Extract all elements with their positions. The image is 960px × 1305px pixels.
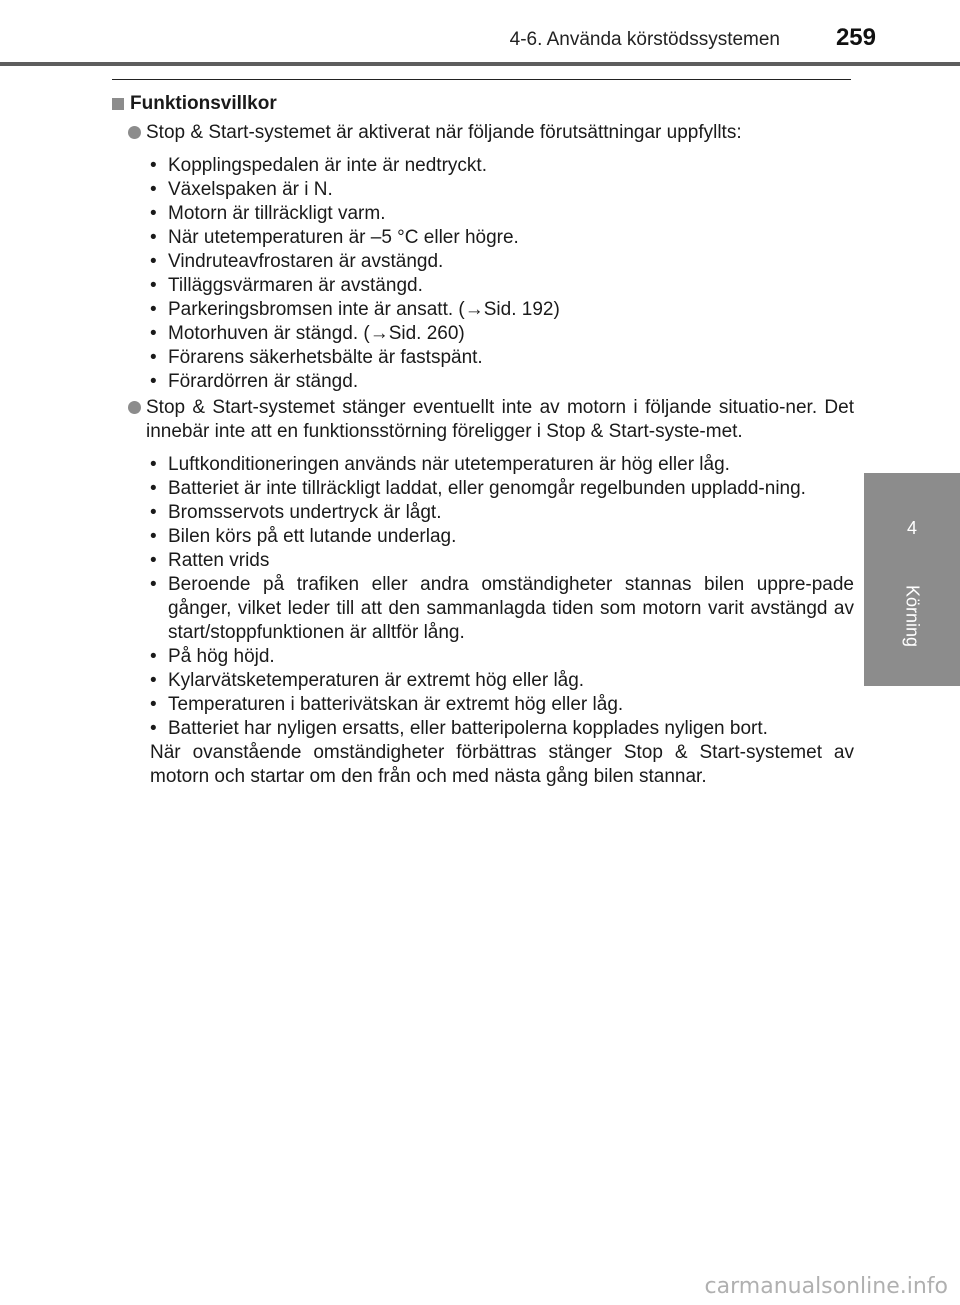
item-text: Stop & Start-systemet stänger eventuellt inte av motorn i följande situatio-ner. Det innebär inte att en funktionsstörning föreligger i Stop & Start-syste-met. xyxy=(146,397,854,442)
list-item: • Batteriet har nyligen ersatts, eller batteripolerna kopplades nyligen bort. xyxy=(150,717,854,741)
watermark: carmanualsonline.info xyxy=(704,1274,948,1299)
list-item: • Kopplingspedalen är inte är nedtryckt. xyxy=(150,154,854,178)
condition-item-2 xyxy=(112,396,854,789)
circle-bullet-icon xyxy=(128,401,141,414)
list-item: • Motorn är tillräckligt varm. xyxy=(150,202,854,226)
list-item: • Beroende på trafiken eller andra omständigheter stannas bilen uppre-pade gånger, vilket leder till att den sammanlagda tiden som motorn varit avstängd av start/stoppfunktionen är alltför lång. xyxy=(150,573,854,645)
chapter-label: Körning xyxy=(902,584,923,648)
square-bullet-icon xyxy=(112,98,124,110)
list-item: • Bromsservots undertryck är lågt. xyxy=(150,501,854,525)
list-item: • När utetemperaturen är –5 °C eller högre. xyxy=(150,226,854,250)
condition-item-1 xyxy=(112,121,854,394)
header-rule xyxy=(0,62,960,66)
item-text: Stop & Start-systemet är aktiverat när följande förutsättningar uppfyllts: xyxy=(146,122,742,143)
list-item: • Förardörren är stängd. xyxy=(150,370,854,394)
bullet-list xyxy=(112,154,854,394)
section-title: 4-6. Använda körstödssystemen xyxy=(509,29,780,50)
main-content xyxy=(112,92,854,789)
section-heading xyxy=(112,92,854,116)
list-item: • Bilen körs på ett lutande underlag. xyxy=(150,525,854,549)
list-item: • Batteriet är inte tillräckligt laddat, eller genomgår regelbunden uppladd-ning. xyxy=(150,477,854,501)
content-rule xyxy=(112,79,851,80)
list-item: • Tilläggsvärmaren är avstängd. xyxy=(150,274,854,298)
list-item: • Parkeringsbromsen inte är ansatt. (→Sid. 192) xyxy=(150,298,854,322)
list-item: • På hög höjd. xyxy=(150,645,854,669)
heading-text: Funktionsvillkor xyxy=(130,93,277,114)
list-item: • Ratten vrids xyxy=(150,549,854,573)
list-item: • Motorhuven är stängd. (→Sid. 260) xyxy=(150,322,854,346)
list-item: • Kylarvätsketemperaturen är extremt hög eller låg. xyxy=(150,669,854,693)
list-item: • Temperaturen i batterivätskan är extremt hög eller låg. xyxy=(150,693,854,717)
list-item: • Vindruteavfrostaren är avstängd. xyxy=(150,250,854,274)
closing-paragraph: När ovanstående omständigheter förbättras stänger Stop & Start-systemet av motorn och startar om den från och med nästa gång bilen stannar. xyxy=(150,742,854,787)
circle-bullet-icon xyxy=(128,126,141,139)
chapter-number: 4 xyxy=(906,518,917,538)
list-item: • Förarens säkerhetsbälte är fastspänt. xyxy=(150,346,854,370)
list-item: • Växelspaken är i N. xyxy=(150,178,854,202)
list-item: • Luftkonditioneringen används när utetemperaturen är hög eller låg. xyxy=(150,453,854,477)
chapter-tab xyxy=(864,473,960,686)
page-number: 259 xyxy=(835,24,876,51)
bullet-list xyxy=(112,453,854,741)
